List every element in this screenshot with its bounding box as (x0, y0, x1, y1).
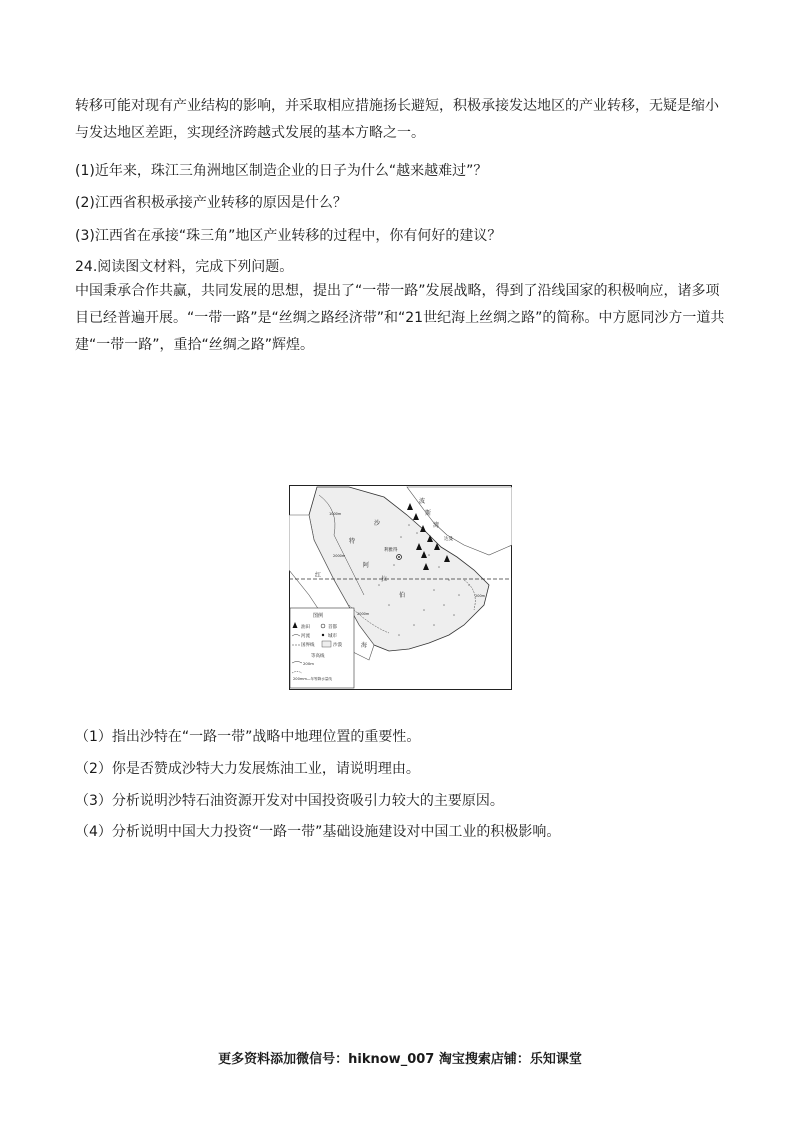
map-label-la: 拉 (381, 576, 388, 583)
map-label-2000m-b: 2000m (357, 612, 370, 616)
legend-isohyet: 200mm—年等降水量线 (293, 677, 333, 681)
sub-question-3: （3）分析说明沙特石油资源开发对中国投资吸引力较大的主要原因。 (75, 793, 504, 809)
legend-river: 河流 (301, 634, 310, 639)
map-label-a: 阿 (363, 562, 370, 569)
legend-border: 国界线 (301, 643, 315, 648)
map-label-wan: 湾 (433, 522, 440, 529)
legend-oilfield: 油田 (301, 625, 310, 630)
question-2: (2)江西省积极承接产业转移的原因是什么？ (75, 195, 347, 211)
map-label-riyadh: 利雅得 (384, 548, 398, 553)
map-label-si: 斯 (425, 510, 432, 517)
material-paragraph: 中国秉承合作共赢，共同发展的思想，提出了“一带一路”发展战略，得到了沿线国家的积极响应，诸多项目已经普遍开展。“一带一路”是“丝绸之路经济带”和“21世纪海上丝绸之路”的简称。中方愿同沙方一道共建“一带一路”，重拾“丝绸之路”辉煌。 (75, 283, 725, 353)
map-label-2000m: 2000m (333, 554, 346, 558)
intro-paragraph: 转移可能对现有产业结构的影响，并采取相应措施扬长避短，积极承接发达地区的产业转移，无疑是缩小与发达地区差距，实现经济跨越式发展的基本方略之一。 (75, 98, 719, 141)
question-3: (3)江西省在承接“珠三角”地区产业转移的过程中，你有何好的建议？ (75, 228, 502, 244)
map-legend (290, 608, 354, 688)
map-label-sha: 沙 (374, 520, 381, 527)
sub-question-1: （1）指出沙特在“一路一带”战略中地理位置的重要性。 (75, 729, 421, 745)
legend-city: 城市 (328, 634, 337, 639)
legend-desert: 沙漠 (333, 643, 342, 648)
map-label-te: 特 (349, 538, 356, 545)
question-24-heading: 24.阅读图文材料，完成下列问题。 (75, 259, 294, 275)
map-label-1000m: 1000m (329, 512, 342, 516)
map-label-hai: 海 (361, 642, 368, 649)
legend-contour-value: 200m (303, 661, 314, 666)
map-label-200m: 200m (475, 594, 486, 598)
legend-title: 图例 (313, 613, 324, 619)
map-label-bo2: 波 (419, 498, 426, 505)
map-label-bo: 伯 (399, 592, 406, 599)
legend-contour: 等高线 (311, 654, 325, 659)
sub-question-4: （4）分析说明中国大力投资“一路一带”基础设施建设对中国工业的积极影响。 (75, 824, 561, 840)
question-1: (1)近年来，珠江三角洲地区制造企业的日子为什么“越来越难过”？ (75, 163, 488, 179)
sub-question-2: （2）你是否赞成沙特大力发展炼油工业，请说明理由。 (75, 761, 420, 777)
map-label-hong: 红 (315, 572, 322, 579)
legend-capital: 首都 (328, 625, 337, 630)
footer-note: 更多资料添加微信号：hiknow_007 淘宝搜索店铺：乐知课堂 (218, 1052, 582, 1067)
map-label-dammam: 达曼 (444, 537, 453, 542)
saudi-arabia-map (289, 485, 512, 690)
